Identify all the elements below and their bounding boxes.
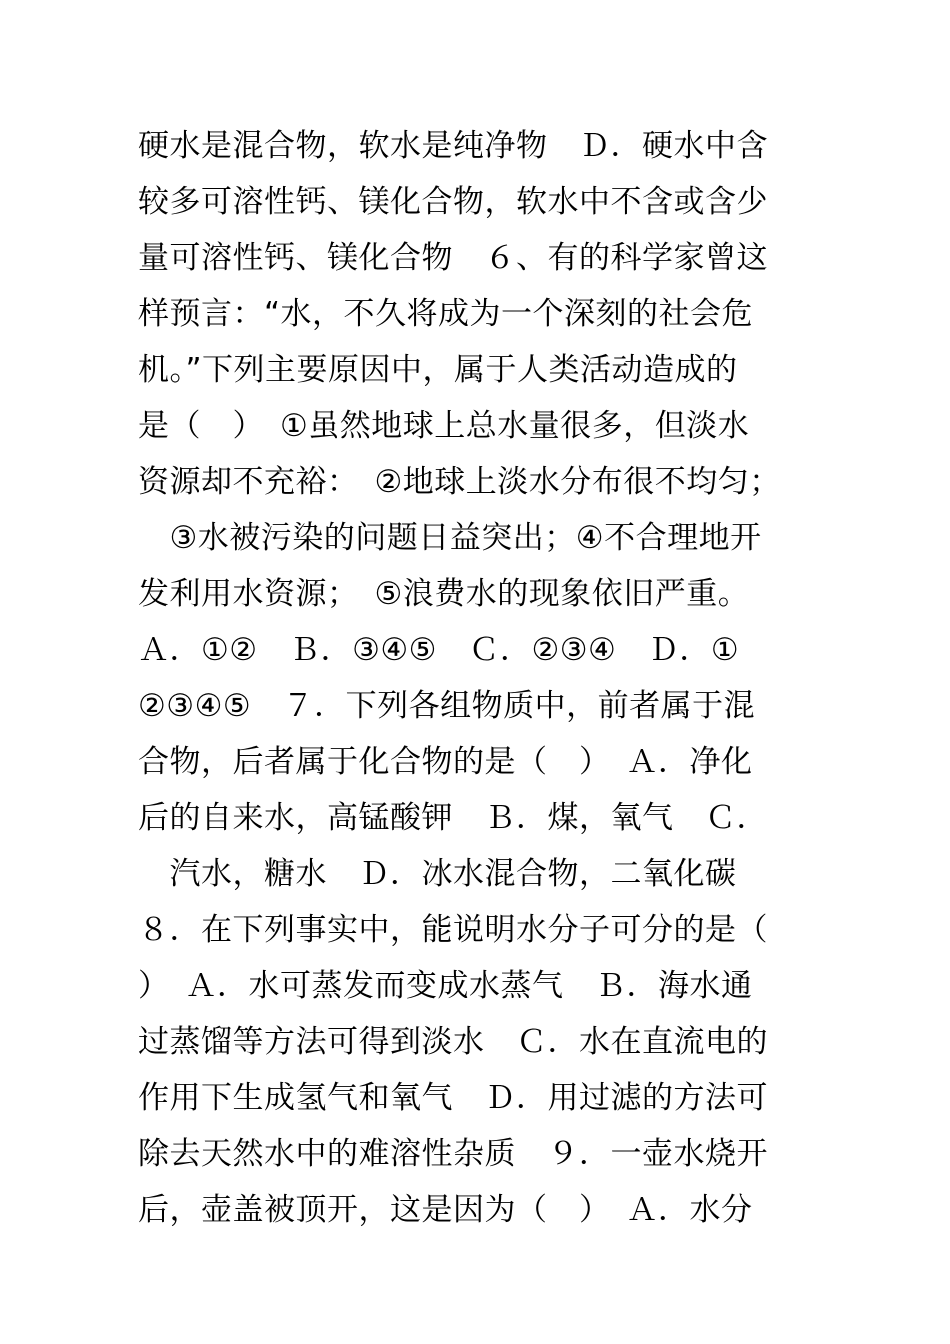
text-line-15: ８．在下列事实中，能说明水分子可分的是（: [138, 912, 768, 948]
text-line-16: ） Ａ．水可蒸发而变成水蒸气 Ｂ．海水通: [138, 968, 753, 1004]
text-line-1: 硬水是混合物，软水是纯净物 Ｄ．硬水中含: [138, 128, 768, 164]
text-line-2: 较多可溶性钙、镁化合物，软水中不含或含少: [138, 184, 768, 220]
text-line-14: 汽水，糖水 Ｄ．冰水混合物，二氧化碳: [138, 856, 737, 892]
text-line-10: Ａ．①② Ｂ．③④⑤ Ｃ．②③④ Ｄ．①: [138, 632, 740, 668]
text-line-4: 样预言：“水，不久将成为一个深刻的社会危: [138, 296, 754, 332]
document-body: [138, 118, 838, 1238]
text-line-9: 发利用水资源； ⑤浪费水的现象依旧严重。: [138, 576, 750, 612]
text-line-3: 量可溶性钙、镁化合物 ６、有的科学家曾这: [138, 240, 768, 276]
text-line-12: 合物，后者属于化合物的是（ ） Ａ．净化: [138, 744, 753, 780]
text-line-13: 后的自来水，高锰酸钾 Ｂ．煤，氧气 Ｃ．: [138, 800, 768, 836]
text-line-5: 机。”下列主要原因中，属于人类活动造成的: [138, 352, 738, 388]
text-line-19: 除去天然水中的难溶性杂质 ９．一壶水烧开: [138, 1136, 768, 1172]
text-line-8: ③水被污染的问题日益突出；④不合理地开: [138, 520, 762, 556]
text-line-18: 作用下生成氢气和氧气 Ｄ．用过滤的方法可: [138, 1080, 768, 1116]
text-line-17: 过蒸馏等方法可得到淡水 Ｃ．水在直流电的: [138, 1024, 768, 1060]
text-line-11: ②③④⑤ ７．下列各组物质中，前者属于混: [138, 688, 756, 724]
text-line-6: 是（ ） ①虽然地球上总水量很多，但淡水: [138, 408, 750, 444]
text-line-20: 后，壶盖被顶开，这是因为（ ） Ａ．水分: [138, 1192, 753, 1228]
text-line-7: 资源却不充裕： ②地球上淡水分布很不均匀；: [138, 464, 781, 500]
